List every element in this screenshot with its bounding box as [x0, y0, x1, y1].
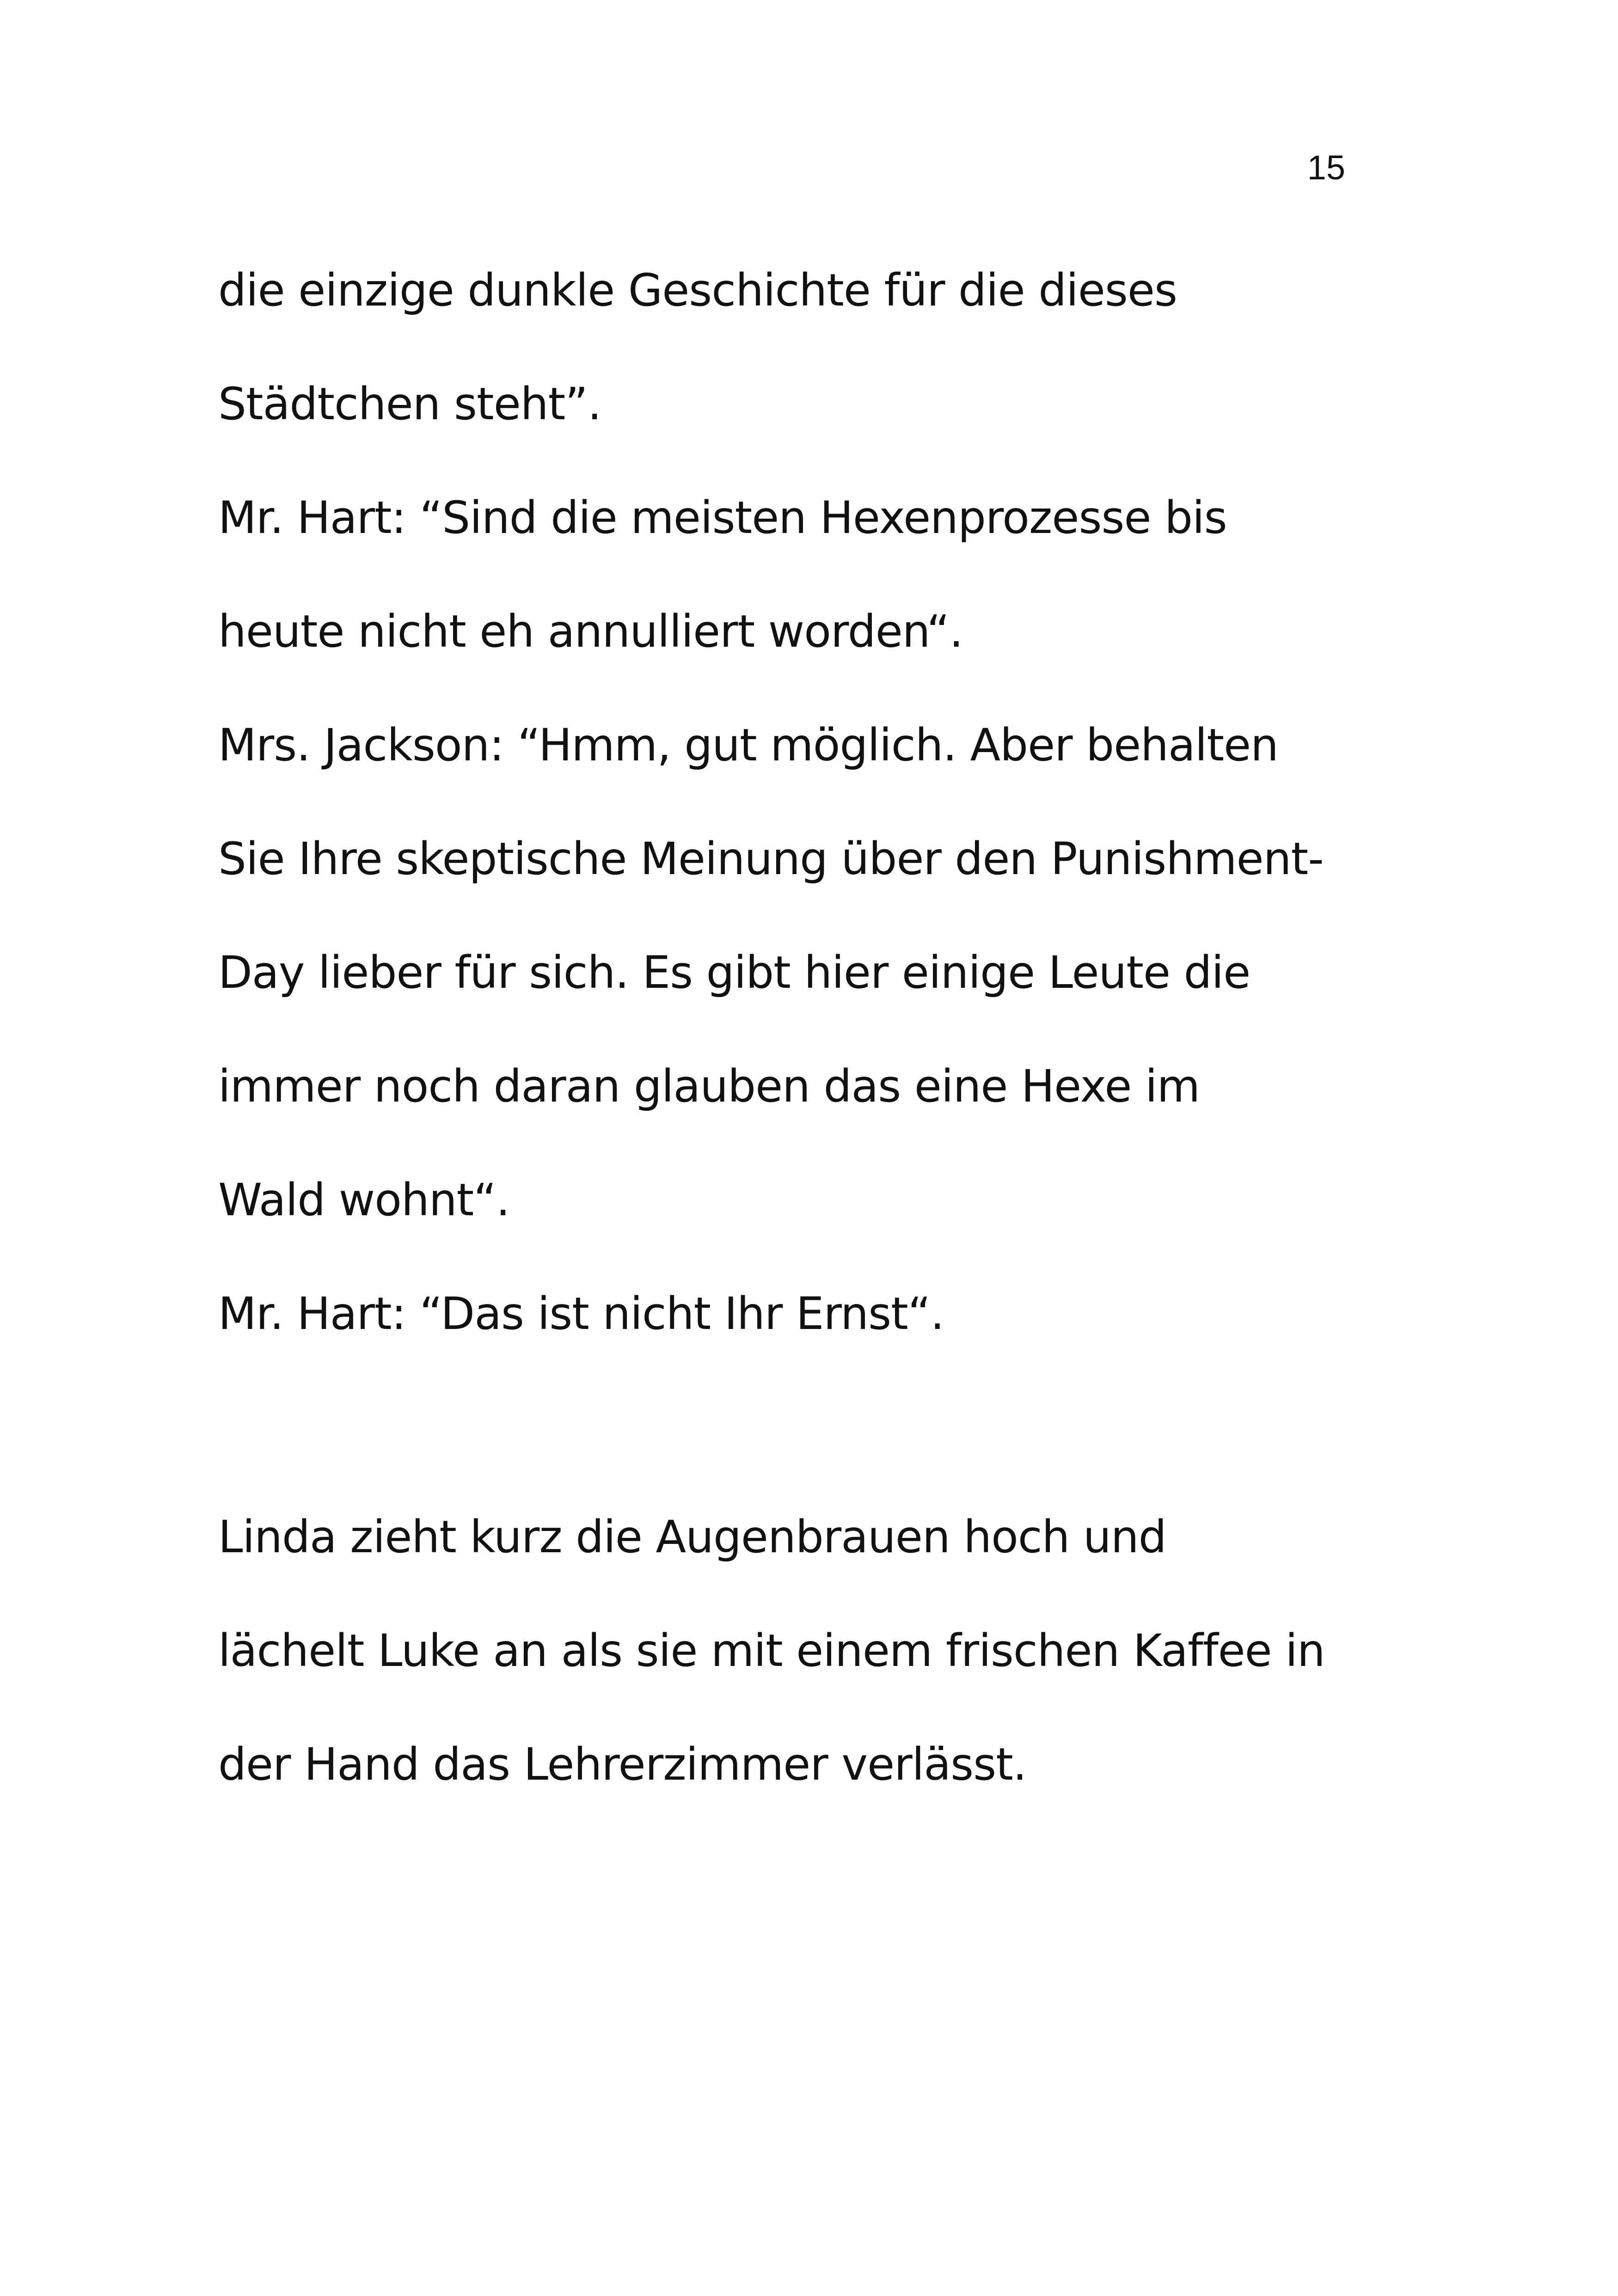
text-line: Mr. Hart: “Das ist nicht Ihr Ernst“.	[218, 1288, 944, 1340]
text-line: Mr. Hart: “Sind die meisten Hexenprozesse bis	[218, 492, 1227, 544]
text-line: Städtchen steht”.	[218, 378, 601, 430]
page-number: 15	[1307, 148, 1345, 187]
text-line: die einzige dunkle Geschichte für die dieses	[218, 264, 1177, 316]
text-line: Sie Ihre skeptische Meinung über den Punishment-	[218, 833, 1324, 885]
text-line: Day lieber für sich. Es gibt hier einige Leute die	[218, 947, 1250, 998]
text-line: immer noch daran glauben das eine Hexe im	[218, 1060, 1200, 1112]
narrative-paragraph	[218, 1480, 1402, 1821]
text-line: Mrs. Jackson: “Hmm, gut möglich. Aber behalten	[218, 719, 1279, 771]
text-line: Wald wohnt“.	[218, 1174, 510, 1226]
text-line: Linda zieht kurz die Augenbrauen hoch und	[218, 1511, 1166, 1563]
text-line: heute nicht eh annulliert worden“.	[218, 606, 963, 657]
text-line: der Hand das Lehrerzimmer verlässt.	[218, 1739, 1027, 1790]
dialogue-paragraph	[218, 233, 1402, 1371]
text-line: lächelt Luke an als sie mit einem frischen Kaffee in	[218, 1625, 1325, 1677]
